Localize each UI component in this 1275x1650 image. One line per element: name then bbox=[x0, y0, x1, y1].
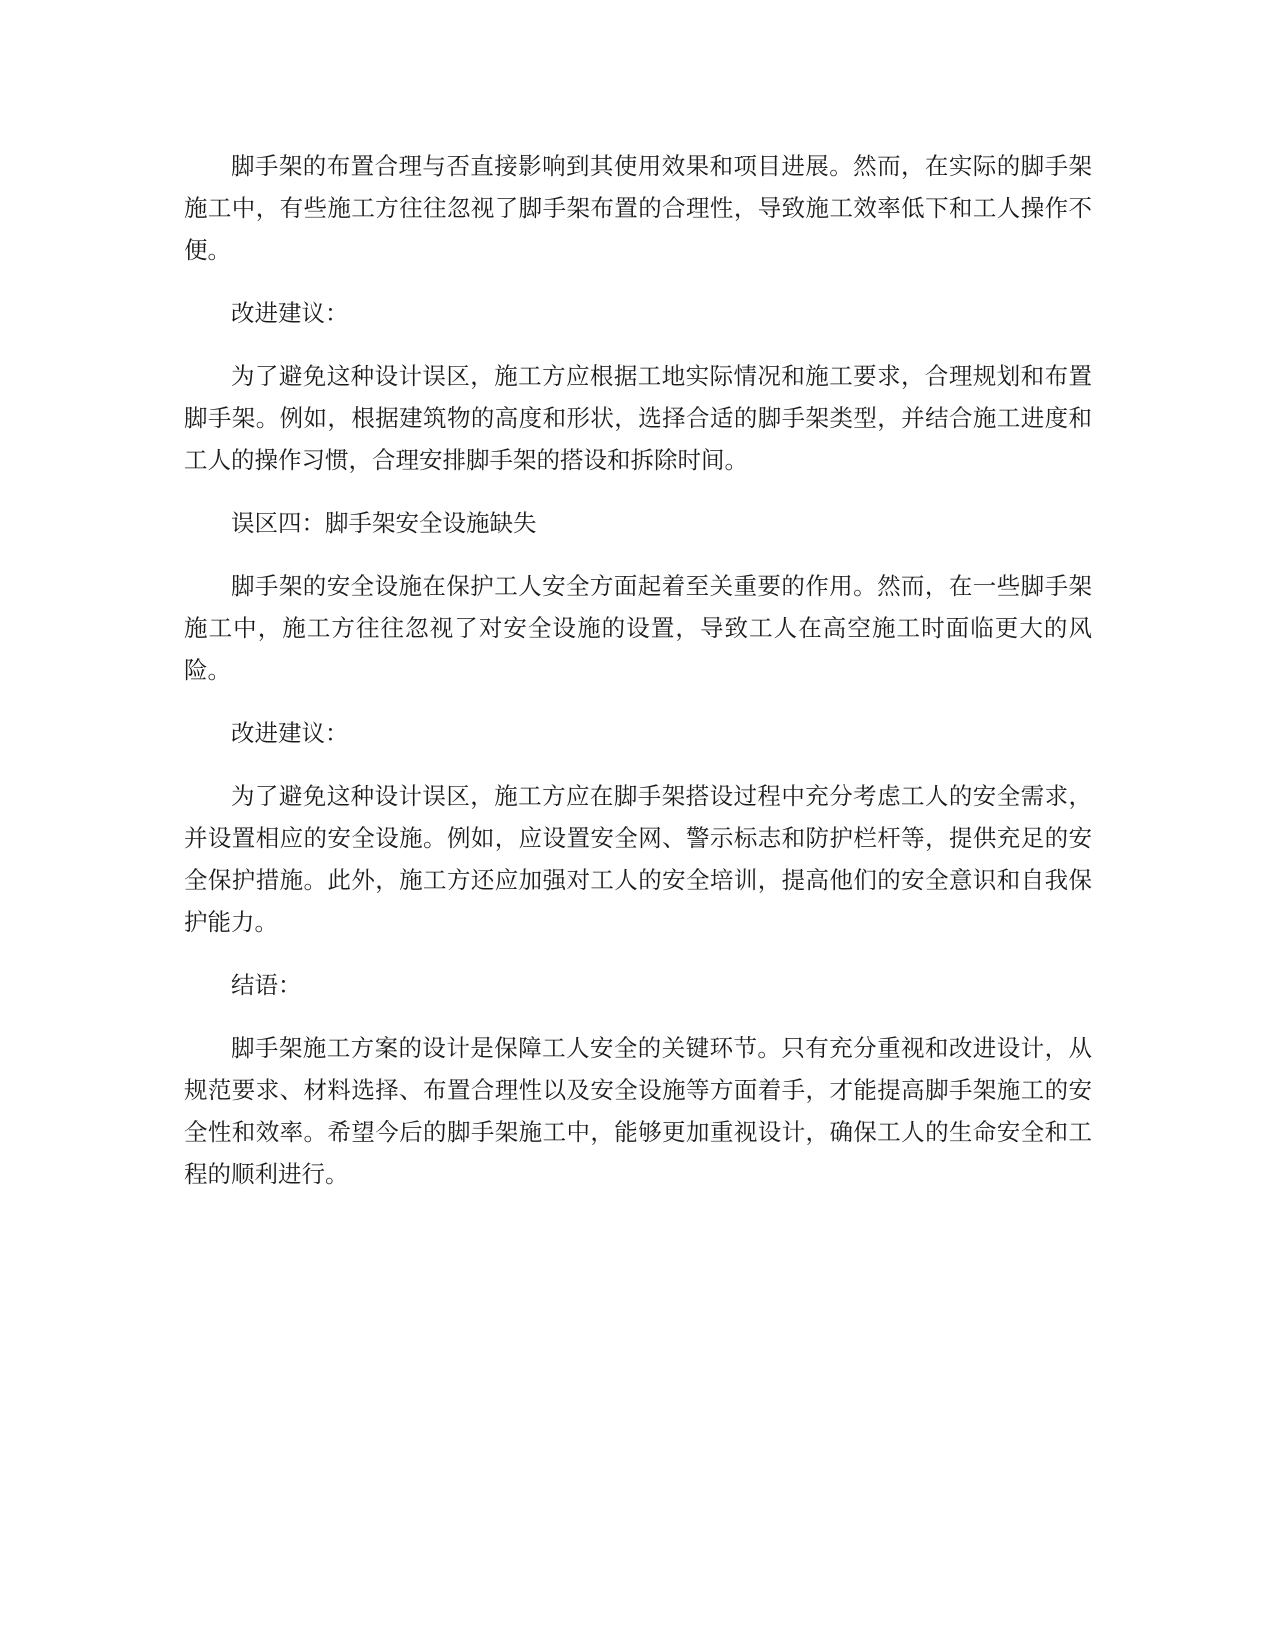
heading-misconception-four: 误区四：脚手架安全设施缺失 bbox=[231, 509, 537, 537]
paragraph-layout-improvement: 为了避免这种设计误区，施工方应根据工地实际情况和施工要求，合理规划和布置脚手架。例如，根据建筑物的高度和形状，选择合适的脚手架类型，并结合施工进度和工人的操作习惯，合理安排脚手架的搭设和拆除时间。 bbox=[184, 362, 1092, 474]
paragraph-safety-facilities: 脚手架的安全设施在保护工人安全方面起着至关重要的作用。然而，在一些脚手架施工中，施工方往往忽视了对安全设施的设置，导致工人在高空施工时面临更大的风险。 bbox=[184, 572, 1092, 684]
document-page bbox=[184, 145, 1092, 1216]
heading-improvement-suggestion: 改进建议： bbox=[231, 299, 349, 327]
paragraph-layout-rationality: 脚手架的布置合理与否直接影响到其使用效果和项目进展。然而，在实际的脚手架施工中，有些施工方往往忽视了脚手架布置的合理性，导致施工效率低下和工人操作不便。 bbox=[184, 152, 1092, 264]
paragraph-safety-improvement: 为了避免这种设计误区，施工方应在脚手架搭设过程中充分考虑工人的安全需求，并设置相应的安全设施。例如，应设置安全网、警示标志和防护栏杆等，提供充足的安全保护措施。此外，施工方还应加强对工人的安全培训，提高他们的安全意识和自我保护能力。 bbox=[184, 782, 1092, 936]
heading-conclusion: 结语： bbox=[231, 971, 302, 999]
heading-improvement-suggestion: 改进建议： bbox=[231, 719, 349, 747]
paragraph-conclusion: 脚手架施工方案的设计是保障工人安全的关键环节。只有充分重视和改进设计，从规范要求、材料选择、布置合理性以及安全设施等方面着手，才能提高脚手架施工的安全性和效率。希望今后的脚手架施工中，能够更加重视设计，确保工人的生命安全和工程的顺利进行。 bbox=[184, 1034, 1092, 1188]
